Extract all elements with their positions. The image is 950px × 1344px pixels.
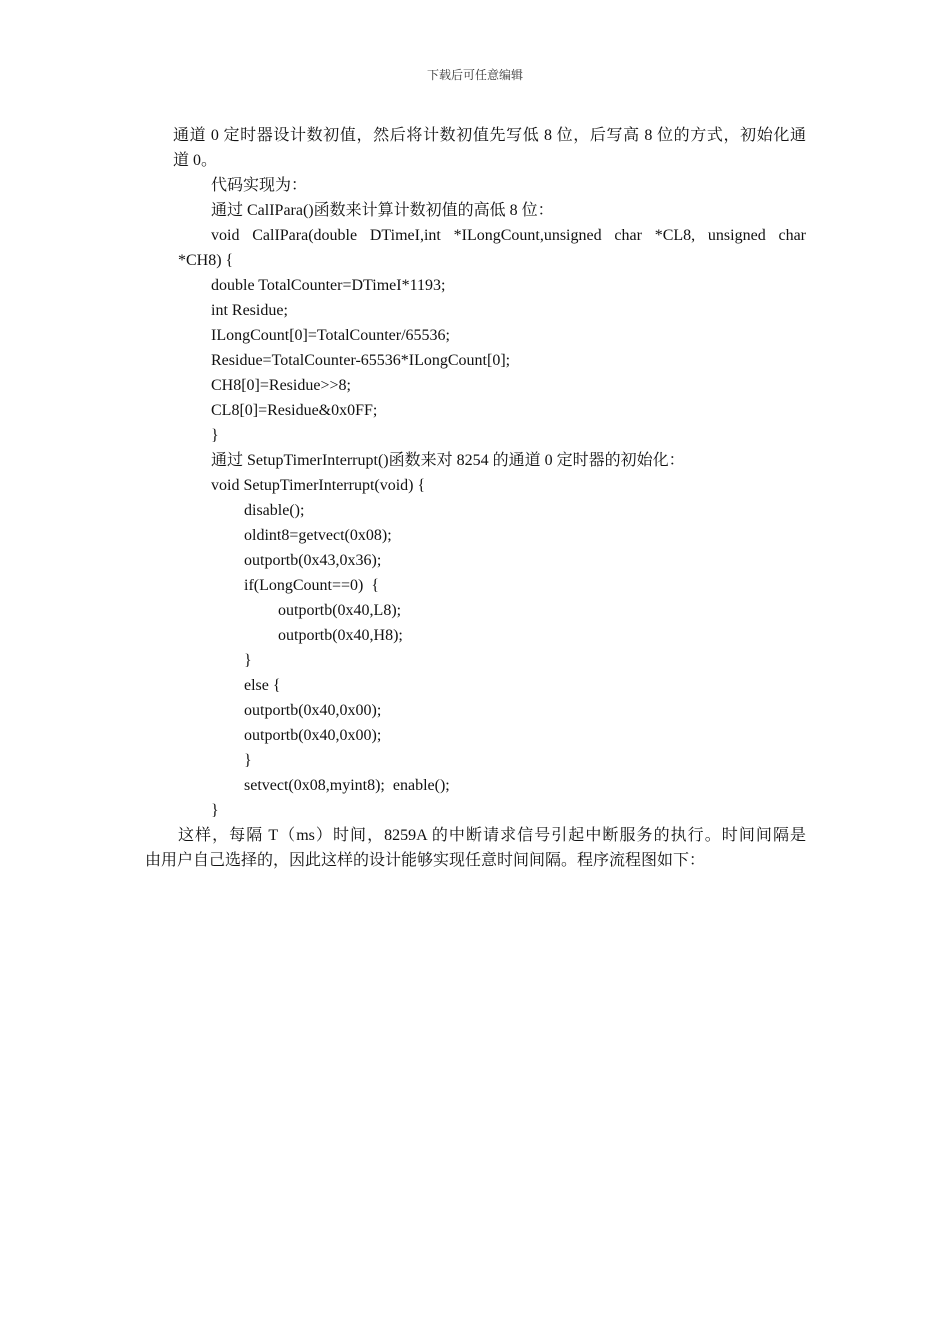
code-line: CL8[0]=Residue&0x0FF; [211, 402, 378, 419]
code-line: double TotalCounter=DTimeI*1193; [211, 277, 446, 294]
code-line: outportb(0x40,0x00); [244, 702, 382, 719]
code-line: CH8[0]=Residue>>8; [211, 377, 351, 394]
code-line: } [244, 652, 252, 669]
paragraph-line: 这样，每隔 T（ms）时间，8259A 的中断请求信号引起中断服务的执行。时间间隔是 [178, 827, 806, 844]
paragraph-line: 通道 0 定时器设计数初值，然后将计数初值先写低 8 位，后写高 8 位的方式，初始化通 [173, 127, 806, 144]
paragraph-line: 道 0。 [173, 152, 218, 169]
code-line: outportb(0x40,H8); [278, 627, 403, 644]
code-line: int Residue; [211, 302, 288, 319]
code-line: } [211, 427, 219, 444]
code-line: void SetupTimerInterrupt(void) { [211, 477, 426, 494]
code-line: } [244, 752, 252, 769]
code-line: if(LongCount==0) { [244, 577, 380, 594]
code-line: void CalIPara(double DTimeI,int *ILongCount,unsigned char *CL8, unsigned char [211, 227, 806, 244]
code-line: } [211, 802, 219, 819]
code-line: else { [244, 677, 281, 694]
code-line: outportb(0x40,0x00); [244, 727, 382, 744]
code-line: setvect(0x08,myint8); enable(); [244, 777, 450, 794]
code-line: *CH8) { [178, 252, 234, 269]
paragraph-line: 由用户自己选择的，因此这样的设计能够实现任意时间间隔。程序流程图如下： [145, 852, 706, 869]
code-line: outportb(0x43,0x36); [244, 552, 382, 569]
code-line: Residue=TotalCounter-65536*ILongCount[0]; [211, 352, 511, 369]
paragraph-line: 代码实现为： [211, 177, 308, 194]
paragraph-line: 通过 CalIPara()函数来计算计数初值的高低 8 位： [211, 202, 554, 219]
code-line: disable(); [244, 502, 305, 519]
code-line: oldint8=getvect(0x08); [244, 527, 392, 544]
paragraph-line: 通过 SetupTimerInterrupt()函数来对 8254 的通道 0 定时器的初始化： [211, 452, 685, 469]
code-line: outportb(0x40,L8); [278, 602, 402, 619]
page-header: 下载后可任意编辑 [426, 68, 523, 82]
code-line: ILongCount[0]=TotalCounter/65536; [211, 327, 450, 344]
